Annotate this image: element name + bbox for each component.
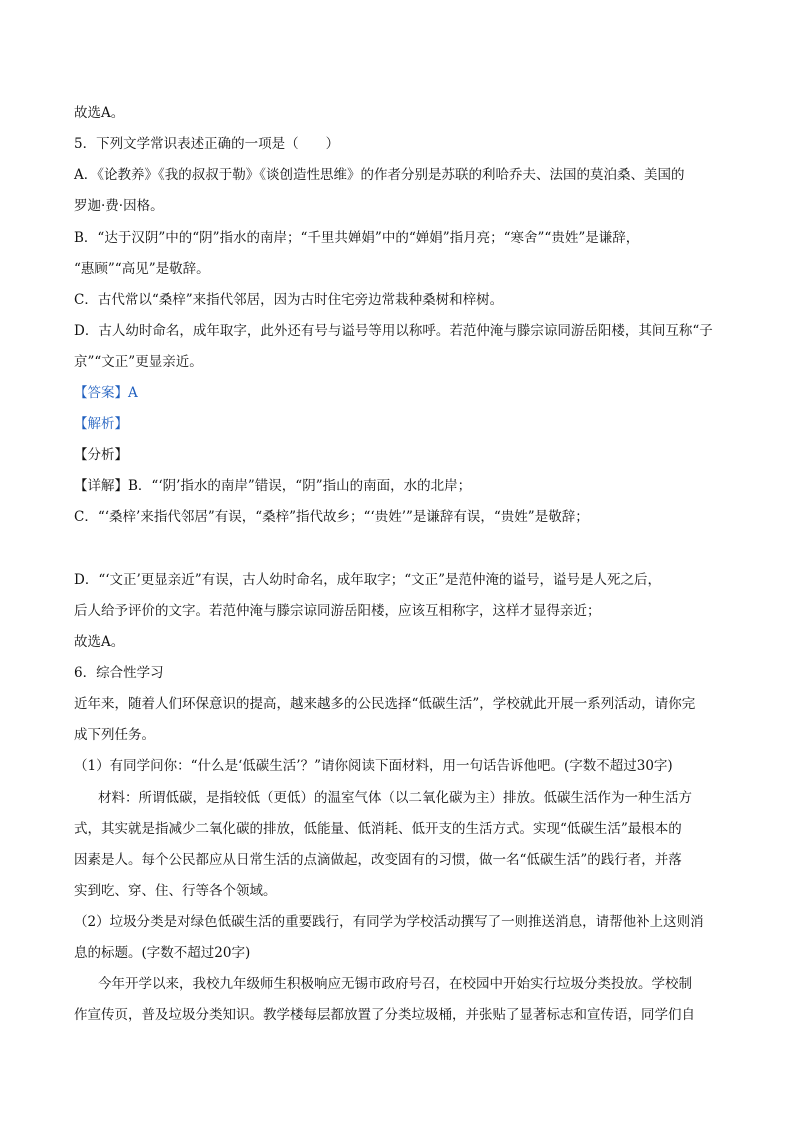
fenxi-label: 【分析】 (74, 447, 128, 463)
question-6-intro: 近年来，随着人们环保意识的提高，越来越多的公民选择“低碳生活”，学校就此开展一系列活动，请你完 (74, 696, 696, 712)
detail-d-cont: 后人给予评价的文字。若范仲淹与滕宗谅同游岳阳楼，应该互相称字，这样才显得亲近； (74, 603, 601, 619)
news-paragraph: 今年开学以来，我校九年级师生积极响应无锡市政府号召，在校园中开始实行垃圾分类投放。学校制 (98, 976, 692, 992)
subquestion-2: （2）垃圾分类是对绿色低碳生活的重要践行，有同学为学校活动撰写了一则推送消息，请帮他补上这则消 (74, 914, 704, 930)
analysis-label: 【解析】 (74, 416, 128, 432)
option-a: A．《论教养》《我的叔叔于勒》《谈创造性思维》的作者分别是苏联的利哈乔夫、法国的莫泊桑、美国的 (74, 167, 685, 183)
material-paragraph-cont: 式，其实就是指减少二氧化碳的排放，低能量、低消耗、低开支的生活方式。实现“低碳生活”最根本的 (74, 821, 682, 837)
option-d-cont: 京”“文正”更显亲近。 (74, 354, 203, 370)
option-b-cont: “惠顾”“高见”是敬辞。 (74, 261, 210, 277)
option-c: C．古代常以“桑梓”来指代邻居，因为古时住宅旁边常栽种桑树和梓树。 (74, 292, 504, 308)
text-line: 故选A。 (74, 105, 125, 121)
material-paragraph: 材料：所谓低碳，是指较低（更低）的温室气体（以二氧化碳为主）排放。低碳生活作为一种生活方 (98, 790, 692, 806)
question-5-stem: 5．下列文学常识表述正确的一项是（ ） (74, 136, 340, 152)
option-b: B．“达于汉阴”中的“阴”指水的南岸；“千里共婵娟”中的“婵娟”指月亮；“寒舍”“贵姓”是谦辞， (74, 230, 640, 246)
material-paragraph-cont: 因素是人。每个公民都应从日常生活的点滴做起，改变固有的习惯，做一名“低碳生活”的践行者，并落 (74, 852, 682, 868)
news-paragraph-cont: 作宣传页，普及垃圾分类知识。教学楼每层都放置了分类垃圾桶，并张贴了显著标志和宣传语，同学们自 (74, 1007, 695, 1023)
text-line: 故选A。 (74, 634, 125, 650)
material-paragraph-cont: 实到吃、穿、住、行等各个领域。 (74, 883, 277, 899)
detail-c: C．“‘桑梓’来指代邻居”有误，“桑梓”指代故乡；“‘贵姓’”是谦辞有误，“贵姓”是敬辞； (74, 509, 589, 525)
subquestion-1: （1）有同学问你：“什么是‘低碳生活’？”请你阅读下面材料，用一句话告诉他吧。(字数不超过30字) (74, 758, 673, 774)
detail-d: D．“‘文正’更显亲近”有误，古人幼时命名，成年取字；“文正”是范仲淹的谥号，谥号是人死之后， (74, 572, 662, 588)
detail-b: 【详解】B．“‘阴’指水的南岸”错误，“阴”指山的南面，水的北岸； (74, 478, 472, 494)
option-a-cont: 罗迦·费·因格。 (74, 198, 164, 214)
option-d: D．古人幼时命名，成年取字，此外还有号与谥号等用以称呼。若范仲淹与滕宗谅同游岳阳楼，其间互称“子 (74, 323, 713, 339)
question-6-intro-cont: 成下列任务。 (74, 727, 155, 743)
answer-label: 【答案】A (74, 385, 138, 401)
question-6-title: 6．综合性学习 (74, 665, 164, 681)
subquestion-2-cont: 息的标题。(字数不超过20字) (74, 945, 251, 961)
